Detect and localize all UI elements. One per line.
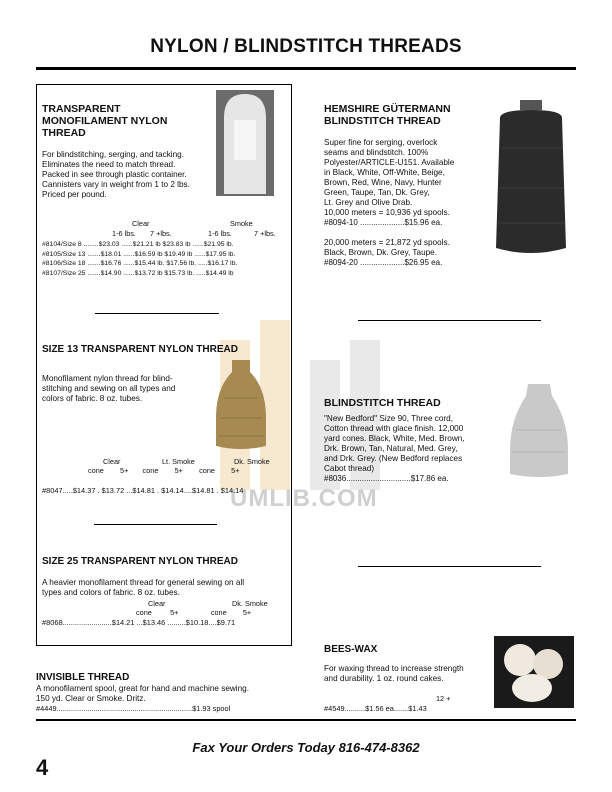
gutermann-heading-line1: HEMSHIRE GÜTERMANN [324, 103, 451, 115]
desc-line: stitching and sewing on all types and [42, 384, 176, 393]
size25-description [42, 578, 282, 598]
invisible-price-row: #4449..................................................................$1.93 spool [36, 704, 231, 713]
desc-line: Cotton thread with glace finish. 12,000 [324, 424, 464, 433]
desc-line: For waxing thread to increase strength [324, 664, 464, 673]
gutermann-price-row-2: #8094-20 ....................$26.95 ea. [324, 258, 443, 267]
spec-line: 10,000 meters = 10,936 yd spools. [324, 208, 450, 217]
gutermann-price-row-1: #8094-10 ....................$15.96 ea. [324, 218, 443, 227]
desc-line: Lt. Grey and Olive Drab. [324, 198, 413, 207]
desc-line: Priced per pound. [42, 190, 107, 199]
col-sub: 1-6 lbs. [208, 229, 232, 238]
desc-line: Super fine for serging, overlock [324, 138, 438, 147]
col-sub: 7 +lbs. [254, 229, 276, 238]
desc-line: Drk. Brown, Tan, Natural, Med. Grey, [324, 444, 458, 453]
col-clear: Clear [103, 457, 121, 466]
price-row: #8106/Size 18 .......$16.76 ......$15.44 lb. $17.56 lb. .....$16.17 lb. [42, 260, 238, 268]
bottom-rule [36, 719, 576, 721]
beeswax-description [324, 664, 494, 684]
desc-line: "New Bedford" Size 90, Three cord, [324, 414, 453, 423]
col-sub: cone 5+ cone 5+ [136, 608, 252, 617]
col-sub: 1-6 lbs. [112, 229, 136, 238]
dark-spool-image [490, 98, 572, 258]
desc-line: Packed in see through plastic container. [42, 170, 187, 179]
size13-description [42, 374, 202, 404]
beeswax-heading: BEES-WAX [324, 644, 378, 655]
col-dk-smoke: Dk. Smoke [232, 599, 268, 608]
transparent-description [42, 150, 217, 200]
col-sub: cone 5+ cone 5+ cone 5+ [88, 466, 240, 475]
transparent-price-table [42, 240, 237, 278]
desc-line: types and colors of fabric. 8 oz. tubes. [42, 588, 180, 597]
clear-canister-image [216, 90, 274, 196]
desc-line: A monofilament spool, great for hand and machine sewing. [36, 684, 250, 693]
grey-cone-image [506, 380, 572, 480]
desc-line: Green, Taupe, Tan, Dk. Grey, [324, 188, 430, 197]
price-row: #8104/Size 8 ........$23.03 ......$21.21 lb $23.83 lb ......$21.95 lb. [42, 241, 234, 248]
gutermann-heading-line2: BLINDSTITCH THREAD [324, 115, 441, 127]
separator [94, 524, 217, 525]
blindstitch-price-row: #8036.............................$17.86 ea. [324, 474, 449, 483]
page-title: NYLON / BLINDSTITCH THREADS [150, 36, 462, 57]
transparent-heading [42, 103, 167, 139]
price-row: #8107/Size 25 .......$14.90 ......$13.72 lb $15.73 lb. .....$14.49 lb [42, 269, 234, 277]
spec-line: Black, Brown, Dk. Grey, Taupe. [324, 248, 437, 257]
desc-line: Polyester/ARTICLE-U151. Available [324, 158, 455, 167]
page-number: 4 [36, 755, 49, 780]
invisible-description [36, 684, 296, 704]
gutermann-heading [324, 103, 451, 127]
desc-line: Cannisters vary in weight from 1 to 2 lbs. [42, 180, 190, 189]
price-row: #8105/Size 13 .......$18.01 ......$16.59 lb $19.49 lb ......$17.95 lb. [42, 250, 236, 258]
col-lt-smoke: Lt. Smoke [162, 457, 195, 466]
size25-heading: SIZE 25 TRANSPARENT NYLON THREAD [42, 556, 238, 567]
transparent-heading-line2: MONOFILAMENT NYLON [42, 115, 168, 127]
desc-line: colors of fabric. 8 oz. tubes. [42, 394, 143, 403]
desc-line: Brown, Red, Wine, Navy, Hunter [324, 178, 442, 187]
col-sub: 7 +lbs. [150, 229, 172, 238]
col-clear: Clear [132, 219, 150, 228]
transparent-heading-line1: TRANSPARENT [42, 103, 121, 115]
beeswax-image [494, 636, 574, 708]
col-sub: 12 + [436, 694, 451, 703]
transparent-heading-line3: THREAD [42, 127, 86, 139]
desc-line: Eliminates the need to match thread. [42, 160, 176, 169]
desc-line: For blindstitching, serging, and tacking. [42, 150, 184, 159]
spec-line: 20,000 meters = 21,872 yd spools. [324, 238, 450, 247]
blindstitch-description [324, 414, 499, 484]
fax-footer: Fax Your Orders Today 816-474-8362 [192, 740, 420, 755]
invisible-heading: INVISIBLE THREAD [36, 672, 130, 683]
desc-line: 150 yd. Clear or Smoke. Dritz. [36, 694, 146, 703]
watermark-text: UMLIB.COM [230, 485, 378, 512]
desc-line: Monofilament nylon thread for blind- [42, 374, 173, 383]
gutermann-description [324, 138, 484, 268]
col-clear: Clear [148, 599, 166, 608]
desc-line: in Black, White, Off-White, Beige, [324, 168, 445, 177]
size25-price-row: #8068........................$14.21 ...$13.46 .........$10.18....$9.71 [42, 618, 236, 627]
separator [95, 313, 219, 314]
desc-line: yard cones. Black, White, Med. Brown, [324, 434, 465, 443]
gold-cone-image [214, 358, 268, 450]
size13-price-row: #8047.....$14.37 . $13.72 ...$14.81 . $14.14....$14.81 . $14.14 [42, 486, 244, 495]
blindstitch-heading: BLINDSTITCH THREAD [324, 397, 441, 409]
desc-line: Cabot thread) [324, 464, 375, 473]
separator [358, 320, 541, 321]
col-dk-smoke: Dk. Smoke [234, 457, 270, 466]
desc-line: seams and blindstitch. 100% [324, 148, 429, 157]
col-smoke: Smoke [230, 219, 253, 228]
desc-line: and durability. 1 oz. round cakes. [324, 674, 444, 683]
desc-line: and Drk. Grey. (New Bedford replaces [324, 454, 463, 463]
desc-line: A heavier monofilament thread for general sewing on all [42, 578, 245, 587]
top-rule [36, 67, 576, 70]
beeswax-price-row: #4549..........$1.56 ea.......$1.43 [324, 704, 427, 713]
separator [358, 566, 541, 567]
size13-heading: SIZE 13 TRANSPARENT NYLON THREAD [42, 344, 238, 355]
